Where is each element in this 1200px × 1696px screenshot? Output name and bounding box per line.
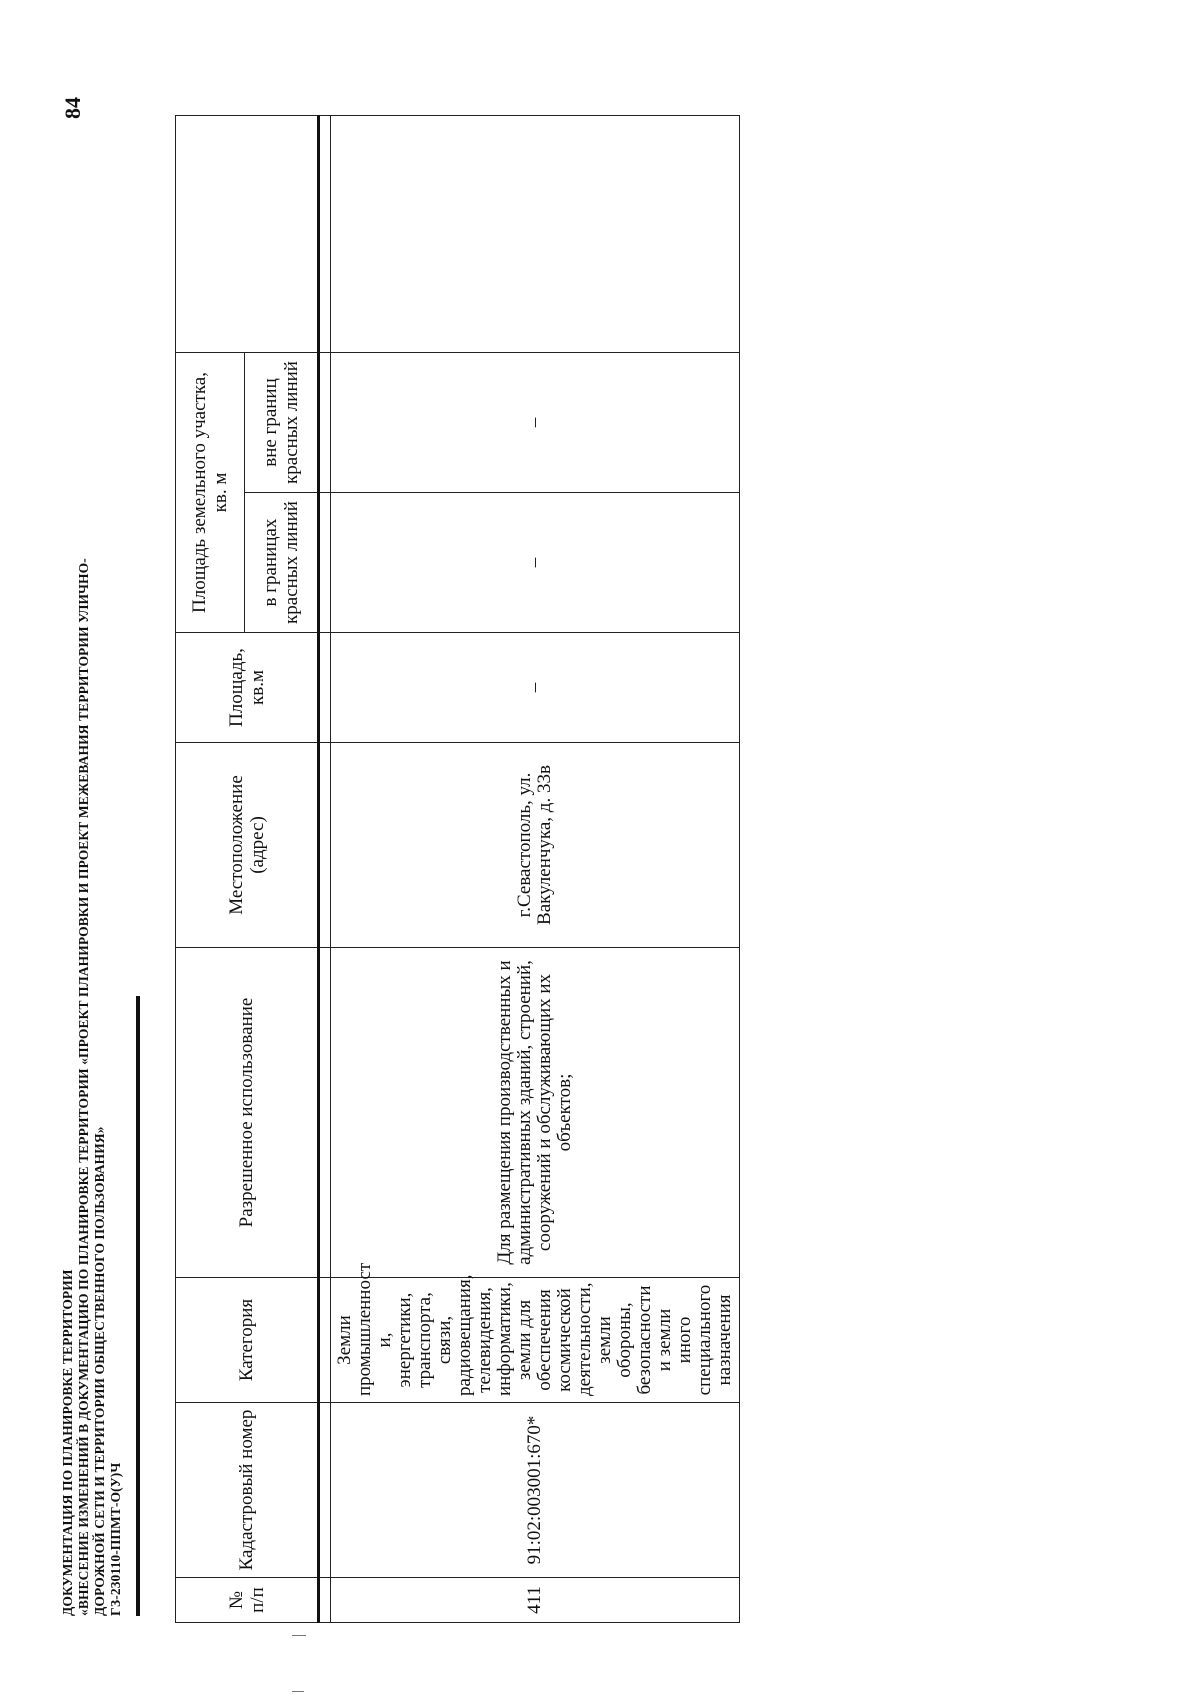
table-header-row xyxy=(176,116,245,1623)
col-use-header: Разрешенное использование xyxy=(176,948,319,1278)
col-area-header: Площадь, кв.м xyxy=(176,633,319,743)
scan-mark xyxy=(292,1635,306,1636)
cell-category: Земли промышленност и, энергетики, транспорта, связи, радиовещания, телевидения, информатики, земли для обеспечения космической деятельности, земли обороны, безопасности и земли иного специального назначения xyxy=(331,1278,740,1403)
cell-outside: – xyxy=(331,353,740,493)
col-location-header: Местоположение (адрес) xyxy=(176,743,319,948)
col-num-header: № п/п xyxy=(176,1578,319,1623)
document-header xyxy=(60,558,124,1616)
cell-use: Для размещения производственных и административных зданий, строений, сооружений и обслуживающих их объектов; xyxy=(331,948,740,1278)
cell-blank xyxy=(331,116,740,353)
cell-location: г.Севастополь, ул. Вакуленчука, д. 33в xyxy=(331,743,740,948)
col-parcel-area-header: Площадь земельного участка, кв. м xyxy=(176,353,245,633)
scan-mark xyxy=(292,1691,304,1692)
cell-area: – xyxy=(331,633,740,743)
page-number: 84 xyxy=(60,97,85,119)
cell-cadastral: 91:02:003001:670* xyxy=(331,1403,740,1578)
cell-inside: – xyxy=(331,493,740,633)
table-row xyxy=(331,116,740,1623)
header-line-3: ДОРОЖНОЙ СЕТИ И ТЕРРИТОРИИ ОБЩЕСТВЕННОГО ПОЛЬЗОВАНИЯ» xyxy=(92,1126,107,1616)
header-line-2: «ВНЕСЕНИЕ ИЗМЕНЕНИЙ В ДОКУМЕНТАЦИЮ ПО ПЛАНИРОВКЕ ТЕРРИТОРИИ «ПРОЕКТ ПЛАНИРОВКИ И ПРОЕКТ МЕЖЕВАНИЯ ТЕРРИТОРИИ УЛИЧНО- xyxy=(76,558,91,1616)
col-inside-header: в границах красных линий xyxy=(245,493,319,633)
col-outside-header: вне границ красных линий xyxy=(245,353,319,493)
table-spacer-row xyxy=(319,116,331,1623)
cell-num: 411 xyxy=(331,1578,740,1623)
land-parcel-table xyxy=(175,115,740,1623)
col-cadastral-header: Кадастровый номер xyxy=(176,1403,319,1578)
header-line-1: ДОКУМЕНТАЦИЯ ПО ПЛАНИРОВКЕ ТЕРРИТОРИИ xyxy=(60,1269,75,1616)
header-line-4: ГЗ-230110-ППМТ-О(У)Ч xyxy=(108,1462,123,1616)
col-category-header: Категория xyxy=(176,1278,319,1403)
header-rule xyxy=(136,996,140,1616)
col-blank-header xyxy=(176,116,319,353)
